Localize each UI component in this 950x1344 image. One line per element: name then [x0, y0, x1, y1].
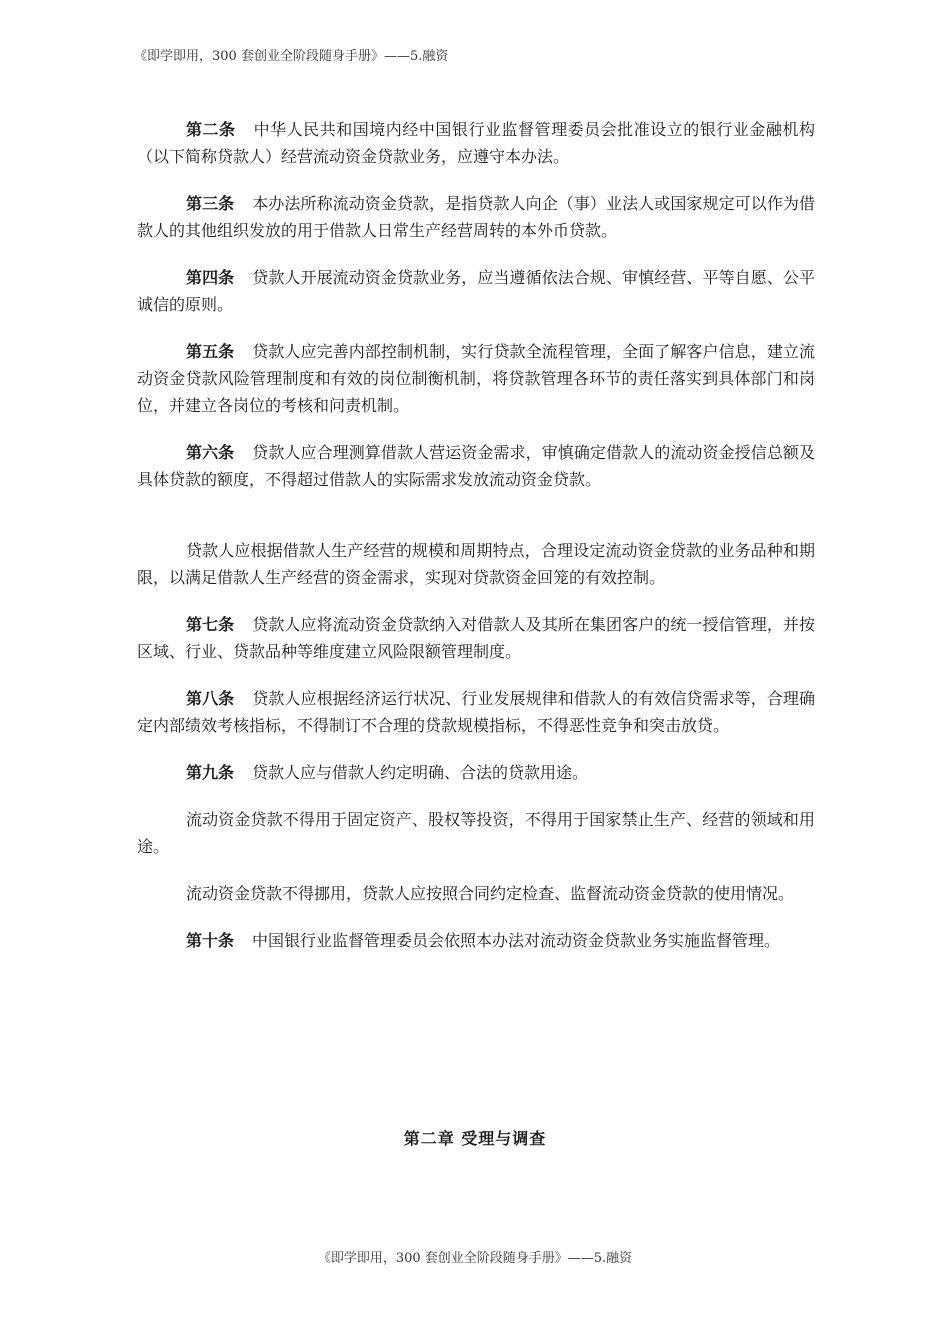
paragraph-text: 贷款人应根据借款人生产经营的规模和周期特点，合理设定流动资金贷款的业务品种和期限，以满足借款人生产经营的资金需求，实现对贷款资金回笼的有效控制。	[137, 541, 815, 587]
article-text: 贷款人应完善内部控制机制，实行贷款全流程管理，全面了解客户信息，建立流动资金贷款风险管理制度和有效的岗位制衡机制，将贷款管理各环节的责任落实到具体部门和岗位，并建立各岗位的考核和问责机制。	[137, 342, 815, 415]
article-label: 第四条	[186, 268, 235, 287]
article-label: 第二条	[186, 120, 236, 139]
article-text: 贷款人应与借款人约定明确、合法的贷款用途。	[252, 763, 589, 782]
paragraph-text: 流动资金贷款不得挪用，贷款人应按照合同约定检查、监督流动资金贷款的使用情况。	[186, 884, 795, 903]
article-text: 中华人民共和国境内经中国银行业监督管理委员会批准设立的银行业金融机构（以下简称贷款人）经营流动资金贷款业务，应遵守本办法。	[137, 120, 815, 166]
article-label: 第六条	[186, 443, 235, 462]
paragraph-text: 流动资金贷款不得用于固定资产、股权等投资，不得用于国家禁止生产、经营的领域和用途。	[137, 810, 815, 856]
page-footer: 《即学即用，300 套创业全阶段随身手册》——5.融资	[317, 1251, 633, 1266]
article-text: 本办法所称流动资金贷款，是指贷款人向企（事）业法人或国家规定可以作为借款人的其他组织发放的用于借款人日常生产经营周转的本外币贷款。	[137, 194, 815, 240]
article-text: 中国银行业监督管理委员会依照本办法对流动资金贷款业务实施监督管理。	[252, 931, 781, 950]
article-label: 第三条	[186, 194, 235, 213]
article-text: 贷款人应合理测算借款人营运资金需求，审慎确定借款人的流动资金授信总额及具体贷款的额度，不得超过借款人的实际需求发放流动资金贷款。	[137, 443, 815, 489]
article-9-paragraph-3	[137, 880, 815, 907]
article-label: 第八条	[186, 689, 235, 708]
article-9	[137, 759, 815, 786]
article-5	[137, 338, 815, 419]
article-7	[137, 611, 815, 665]
article-6-paragraph-2	[137, 537, 815, 591]
article-2	[137, 116, 815, 170]
chapter-heading: 第二章 受理与调查	[403, 1129, 547, 1148]
article-text: 贷款人应根据经济运行状况、行业发展规律和借款人的有效信贷需求等，合理确定内部绩效考核指标，不得制订不合理的贷款规模指标，不得恶性竞争和突击放贷。	[137, 689, 815, 735]
document-body	[137, 116, 815, 974]
article-label: 第十条	[186, 931, 235, 950]
article-label: 第九条	[186, 763, 235, 782]
article-6	[137, 439, 815, 493]
article-label: 第五条	[186, 342, 235, 361]
article-9-paragraph-2	[137, 806, 815, 860]
article-8	[137, 685, 815, 739]
article-4	[137, 264, 815, 318]
article-text: 贷款人应将流动资金贷款纳入对借款人及其所在集团客户的统一授信管理，并按区域、行业、贷款品种等维度建立风险限额管理制度。	[137, 615, 815, 661]
article-text: 贷款人开展流动资金贷款业务，应当遵循依法合规、审慎经营、平等自愿、公平诚信的原则。	[137, 268, 815, 314]
article-10	[137, 927, 815, 954]
article-3	[137, 190, 815, 244]
page-header: 《即学即用，300 套创业全阶段随身手册》——5.融资	[134, 49, 449, 64]
article-label: 第七条	[186, 615, 235, 634]
